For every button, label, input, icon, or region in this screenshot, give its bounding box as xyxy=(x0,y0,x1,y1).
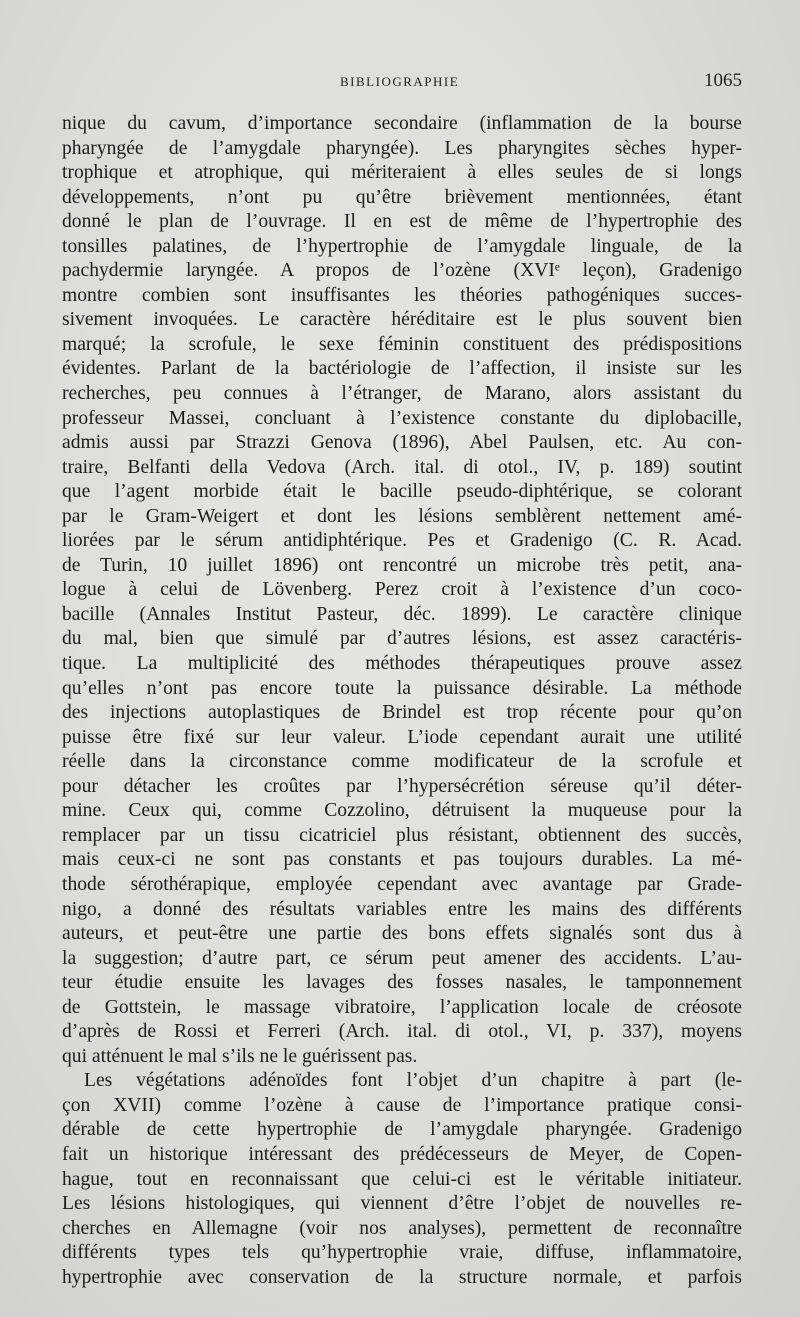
text-line: thode sérothérapique, employée cependant avec avantage par Grade- xyxy=(62,873,742,895)
text-line: Les végétations adénoïdes font l’objet d’un chapitre à part (le- xyxy=(84,1070,742,1092)
text-line: fait un historique intéressant des prédécesseurs de Meyer, de Copen- xyxy=(62,1143,742,1165)
text-line: recherches, peu connues à l’étranger, de Marano, alors assistant du xyxy=(62,383,742,405)
text-line: liorées par le sérum antidiphtérique. Pes et Gradenigo (C. R. Acad. xyxy=(62,530,742,552)
text-line: çon XVII) comme l’ozène à cause de l’importance pratique consi- xyxy=(62,1094,742,1116)
text-line: du mal, bien que simulé par d’autres lésions, est assez caractéris- xyxy=(62,628,742,650)
text-line: donné le plan de l’ouvrage. Il en est de même de l’hypertrophie des xyxy=(62,211,742,233)
text-line: pour détacher les croûtes par l’hypersécrétion séreuse qu’il déter- xyxy=(62,775,742,797)
text-line: de Gottstein, le massage vibratoire, l’application locale de créosote xyxy=(62,996,742,1018)
text-line: sivement invoquées. Le caractère héréditaire est le plus souvent bien xyxy=(62,309,742,331)
body-text xyxy=(62,112,742,1290)
text-line: développements, n’ont pu qu’être brièvement mentionnées, étant xyxy=(62,186,742,208)
text-line: cherches en Allemagne (voir nos analyses), permettent de reconnaître xyxy=(62,1217,742,1239)
text-line: hague, tout en reconnaissant que celui-ci est le véritable initiateur. xyxy=(62,1168,742,1190)
text-line: mais ceux-ci ne sont pas constants et pas toujours durables. La mé- xyxy=(62,849,742,871)
text-line: puisse être fixé sur leur valeur. L’iode cependant aurait une utilité xyxy=(62,726,742,748)
text-line: tonsilles palatines, de l’hypertrophie de l’amygdale linguale, de la xyxy=(62,235,742,257)
text-line: nigo, a donné des résultats variables entre les mains des différents xyxy=(62,898,742,920)
text-line: bacille (Annales Institut Pasteur, déc. 1899). Le caractère clinique xyxy=(62,603,742,625)
text-line: tique. La multiplicité des méthodes thérapeutiques prouve assez xyxy=(62,653,742,675)
text-line: qui atténuent le mal s’ils ne le guérissent pas. xyxy=(62,1045,418,1067)
text-line: teur étudie ensuite les lavages des fosses nasales, le tamponnement xyxy=(62,972,742,994)
text-line: par le Gram-Weigert et dont les lésions semblèrent nettement amé- xyxy=(62,505,742,527)
text-line: traire, Belfanti della Vedova (Arch. ital. di otol., IV, p. 189) soutint xyxy=(62,456,742,478)
text-line: montre combien sont insuffisantes les théories pathogéniques succes- xyxy=(62,284,742,306)
text-line: trophique et atrophique, qui mériteraient à elles seules de si longs xyxy=(62,162,742,184)
text-line: logue à celui de Lövenberg. Perez croit à l’existence d’un coco- xyxy=(62,579,742,601)
text-line: réelle dans la circonstance comme modificateur de la scrofule et xyxy=(62,751,742,773)
text-line: de Turin, 10 juillet 1896) ont rencontré un microbe très petit, ana- xyxy=(62,554,742,576)
text-line: d’après de Rossi et Ferreri (Arch. ital. di otol., VI, p. 337), moyens xyxy=(62,1021,742,1043)
text-line: qu’elles n’ont pas encore toute la puissance désirable. La méthode xyxy=(62,677,742,699)
paragraph xyxy=(62,112,742,1069)
text-line: différents types tels qu’hypertrophie vraie, diffuse, inflammatoire, xyxy=(62,1242,742,1264)
text-line: admis aussi par Strazzi Genova (1896), Abel Paulsen, etc. Au con- xyxy=(62,432,742,454)
text-line: pachydermie laryngée. A propos de l’ozène (XVIᵉ leçon), Gradenigo xyxy=(62,260,742,282)
text-line: que l’agent morbide était le bacille pseudo-diphtérique, se colorant xyxy=(62,481,742,503)
page-number: 1065 xyxy=(704,70,742,91)
text-line: remplacer par un tissu cicatriciel plus résistant, obtiennent des succès, xyxy=(62,824,742,846)
text-line: hypertrophie avec conservation de la structure normale, et parfois xyxy=(62,1266,742,1288)
paragraph xyxy=(62,1069,742,1290)
text-line: Les lésions histologiques, qui viennent d’être l’objet de nouvelles re- xyxy=(62,1193,742,1215)
page-header xyxy=(62,70,742,98)
text-line: marqué; la scrofule, le sexe féminin constituent des prédispositions xyxy=(62,333,742,355)
text-line: des injections autoplastiques de Brindel est trop récente pour qu’on xyxy=(62,702,742,724)
text-line: professeur Massei, concluant à l’existence constante du diplobacille, xyxy=(62,407,742,429)
text-line: auteurs, et peut-être une partie des bons effets signalés sont dus à xyxy=(62,923,742,945)
text-line: nique du cavum, d’importance secondaire (inflammation de la bourse xyxy=(62,113,742,134)
text-line: dérable de cette hypertrophie de l’amygdale pharyngée. Gradenigo xyxy=(62,1119,742,1141)
text-line: la suggestion; d’autre part, ce sérum peut amener des accidents. L’au- xyxy=(62,947,742,969)
text-line: pharyngée de l’amygdale pharyngée). Les pharyngites sèches hyper- xyxy=(62,137,742,159)
text-line: mine. Ceux qui, comme Cozzolino, détruisent la muqueuse pour la xyxy=(62,800,742,822)
running-head: BIBLIOGRAPHIE xyxy=(340,74,460,89)
text-line: évidentes. Parlant de la bactériologie de l’affection, il insiste sur les xyxy=(62,358,742,380)
